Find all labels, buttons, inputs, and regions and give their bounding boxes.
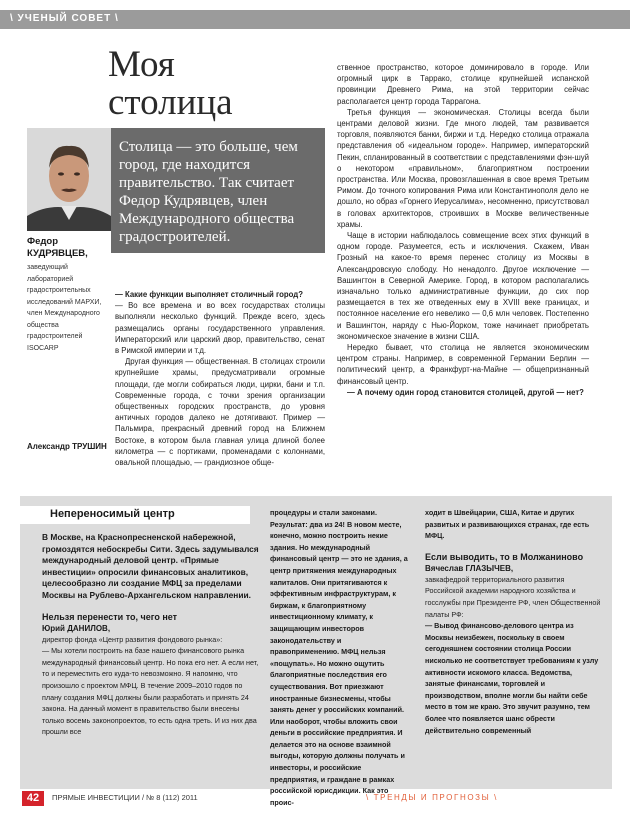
paragraph: Третья функция — экономическая. Столицы всегда были центрами деловой жизни. Где много людей, там развивается торговля, появляются банки, биржи и т.д. Нередко столица отражала представления об «идеальном городе». Например, императорский Пекин, спланированный в соответствии с представлениями фэн-шуй о некотором «правильном», благоприятном построении пространства. Или Москва, провозглашенная в свое время Третьим Римом. До точного копирования Рима или Константинополя дело не дошло, но образ «Горнего Иерусалима», несомненно, присутствовал в головах архитекторов, строивших в Москве величественные храмы.	[337, 107, 589, 229]
sidebar-title-bar	[20, 506, 250, 524]
sidebar-subhead-1: Нельзя перенести то, чего нет	[42, 611, 178, 622]
sidebar-text-2: процедуры и стали законами. Результат: два из 24! В новом месте, конечно, можно построить некие здания. Но международный финансовый центр — это не здания, а центр притяжения международных капиталов. Они притягиваются к эффективным инфраструктурам, к биржам, к благоприятному инвестиционному климату, к защищающим инвесторов законодательству и правоприменению. МФЦ нельзя «пощупать». Но можно ощутить благоприятные последствия его существования. Вот приезжают иностранные бизнесмены, чтобы занять денег у российских компаний. Или наоборот, чтобы вложить свои деньги в российские предприятия. И делается это на основе взаимной выгоды, которую должны получать и инвесторы, и российские предприятия, и граждане в рамках российской юрисдикции. Как это проис-	[270, 508, 408, 807]
expert-name: Федор КУДРЯВЦЕВ,	[27, 236, 88, 259]
section-label: \ УЧЕНЫЙ СОВЕТ \	[10, 13, 119, 24]
speaker-name-2: Вячеслав ГЛАЗЫЧЕВ,	[425, 563, 514, 573]
speaker-role-2: завкафедрой территориального развития Российской академии народного хозяйства и госслужбы при Президенте РФ, член Общественной палаты РФ:	[425, 574, 601, 619]
speaker-text-1: — Мы хотели построить на базе нашего финансового рынка международный финансовый центр. Но пока его нет. А если нет, то и переместить его куда-то невозможно. Я напомню, что произошло с проектом МФЦ. В течение 2009–2010 годов по плану создания МФЦ должны были разработать и принять 24 закона. На данный момент в правительство были внесены только восемь законопроектов, то есть одна треть. И из них два прошли все	[42, 646, 259, 737]
article-title	[108, 46, 233, 122]
interview-question-1: — Какие функции выполняет столичный город?	[115, 290, 303, 299]
interview-question-2: — А почему один город становится столицей, другой — нет?	[347, 387, 584, 397]
page-number: 42	[22, 791, 44, 806]
title-line-2: столица	[108, 82, 233, 123]
sidebar-text-3: ходит в Швейцарии, США, Китае и других развитых и развивающихся странах, где есть МФЦ.	[425, 508, 590, 541]
paragraph: — Во все времена и во всех государствах столицы выполняли несколько функций. Прежде всего, здесь размещались органы государственного управления. Императорский или царский двор, правительство, сенат в Римской империи и т.д.	[115, 301, 325, 356]
paragraph: ственное пространство, которое доминировало в городе. Или огромный цирк в Таррако, столице крупнейшей испанской провинции Древнего Рима, на этой территории сейчас располагается центр города Таррагона.	[337, 63, 589, 106]
publication-info: ПРЯМЫЕ ИНВЕСТИЦИИ / № 8 (112) 2011	[52, 793, 198, 802]
sidebar-column-1	[42, 532, 260, 738]
expert-caption	[27, 236, 109, 354]
sidebar-column-2	[270, 507, 408, 808]
article-column-middle	[115, 289, 325, 468]
author-byline: Александр ТРУШИН	[27, 442, 107, 451]
speaker-name-1: Юрий ДАНИЛОВ,	[42, 623, 111, 633]
speaker-text-2: — Вывод финансово-делового центра из Москвы неизбежен, поскольку в своем сегодняшнем состоянии столица России нисколько не соответствует требованиям к узлу активности искомого класса. Ведомства, занятые финансами, торговлей и производством, вполне могли бы найти себе место в том же краю. Это звучит разумно, тем более что появляется шанс обрести действительно современный	[425, 621, 599, 735]
paragraph: Чаще в истории наблюдалось совмещение всех этих функций в одном городе. Разумеется, есть и исключения. Скажем, Иван Грозный на какое-то время перенес столицу из Москвы в Александровскую слободу. Но ненадолго. Другое исключение — Вашингтон в Северной Америке. Город, в котором располагались изначально только административные функции, до сих пор размещается в тех же отведенных ему в XVIII веке границах, и постоянное население его невелико — 0,6 млн человек. Постепенно и Вашингтон, наряду с Нью-Йорком, тоже начинает приобретать экономическое значение в жизни США.	[337, 231, 589, 341]
expert-role: заведующий лабораторией градостроительных исследований МАРХИ, член Международного общества градостроителей ISOCARP	[27, 264, 102, 352]
paragraph: Нередко бывает, что столица не является экономическим центром страны. Например, в современной Германии Берлин — политический центр, а Франкфурт-на-Майне — общепризнанный финансовый центр.	[337, 343, 589, 386]
sidebar-subhead-2: Если выводить, то в Молжаниново	[425, 551, 584, 562]
portrait-photo	[27, 128, 111, 231]
pull-quote	[111, 128, 325, 253]
pull-quote-text: Столица — это больше, чем город, где находится правительство. Так считает Федор Кудрявцев, член Международного общества градостроителей.	[119, 139, 298, 245]
rubric-label: \ ТРЕНДЫ И ПРОГНОЗЫ \	[366, 793, 498, 802]
page-footer	[0, 790, 630, 808]
title-line-1: Моя	[108, 44, 175, 85]
article-column-right	[337, 62, 589, 398]
sidebar-column-3	[425, 507, 601, 736]
speaker-role-1: директор фонда «Центр развития фондового рынка»:	[42, 634, 223, 644]
section-bar	[0, 10, 630, 29]
sidebar-title: Непереносимый центр	[50, 508, 175, 520]
paragraph: Другая функция — общественная. В столицах строили крупнейшие храмы, предусматривали огромные площади, где могли собираться люди, цирки, бани и т.п. Современные города, с точки зрения организации общественных городских пространств, до уровня античных городов далеко не дотягивают. Пример — Пальмира, прекрасный древний город на Ближнем Востоке, в котором была главная улица длиной более километра — с портиками, променадами с колоннами, овальной площадью, — грандиозное обще-	[115, 357, 325, 468]
sidebar-lead: В Москве, на Краснопресненской набережной, громоздятся небоскребы Сити. Здесь задумывался международный деловой центр. «Прямые инвестиции» опросили финансовых аналитиков, целесообразно ли создание МФЦ за пределами Москвы на Рублево-Архангельском направлении.	[42, 532, 259, 600]
